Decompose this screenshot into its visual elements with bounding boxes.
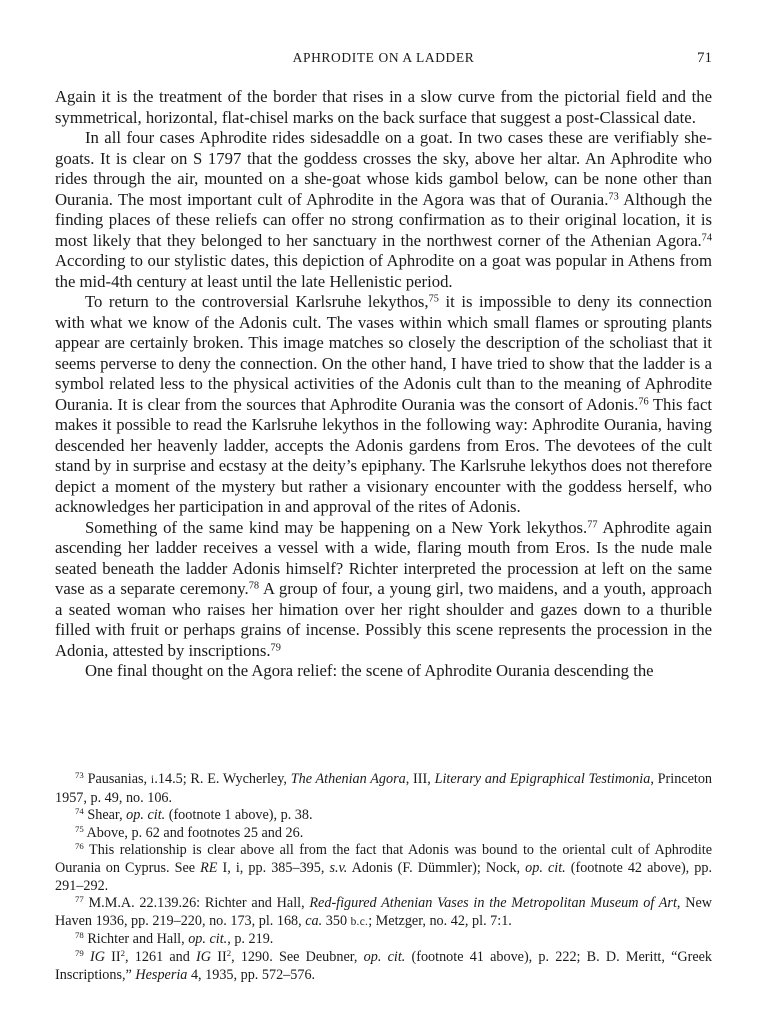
- footnote-77: [55, 895, 712, 931]
- paragraph-5: [55, 661, 712, 682]
- footnote-ref-78[interactable]: 78: [248, 580, 260, 592]
- paragraph-4: [55, 518, 712, 662]
- footnotes: [55, 771, 712, 984]
- footnote-text: , Princeton 1957, p. 49, no. 106.: [55, 771, 713, 806]
- superscript: 2: [226, 948, 232, 959]
- footnote-title: op. cit.: [363, 948, 406, 965]
- footnote-78: [55, 931, 712, 949]
- footnote-number: 76: [75, 841, 84, 852]
- footnote-ref-73[interactable]: 73: [608, 190, 619, 202]
- paragraph-4-text-a: Something of the same kind may be happening on a New York lekythos.: [85, 517, 588, 537]
- footnote-title: Red-figured Athenian Vases in the Metropolitan Museum of Art: [309, 895, 677, 912]
- main-text: [55, 87, 712, 682]
- paragraph-2: [55, 128, 712, 292]
- footnote-number: 75: [75, 823, 84, 834]
- footnote-text: (footnote 41 above), p. 222; B. D. Meritt, “Greek Inscriptions,”: [55, 948, 713, 983]
- paragraph-1: [55, 87, 712, 128]
- footnote-ref-77[interactable]: 77: [587, 518, 598, 530]
- footnote-number: 74: [75, 806, 84, 817]
- paragraph-3: [55, 292, 712, 518]
- footnote-title: The Athenian Agora: [290, 771, 406, 787]
- footnote-title: op. cit.: [126, 807, 166, 824]
- footnote-title: s.v.: [329, 859, 348, 876]
- footnote-title: IG: [90, 948, 105, 965]
- footnote-title: IG: [196, 948, 212, 965]
- paragraph-3-text-c: This fact makes it possible to read the Karlsruhe lekythos in the following way: Aphrodite Ourania, having descended her heavenly ladder, accepts the Adonis gardens from Eros. The devotees of the cult stand by in surprise and ecstasy at the deity’s epiphany. The Karlsruhe lekythos does not therefore depict a moment of the mystery but rather a visionary encounter with the goddess herself, who acknowledges her participation in and approval of the rites of Adonis.: [55, 394, 713, 516]
- footnote-number: 73: [75, 770, 84, 781]
- footnote-title: op. cit.: [188, 931, 228, 948]
- paragraph-2-text-c: According to our stylistic dates, this depiction of Aphrodite on a goat was popular in Athens from the mid-4th century at least until the late Hellenistic period.: [55, 251, 712, 291]
- paragraph-3-text-b: it is impossible to deny its connection with what we know of the Adonis cult. The vases within which small flames or sprouting plants appear are certainly broken. This image matches so closely the description of the scholiast that it seems perverse to deny the connection. On the other hand, I have tried to show that the ladder is a symbol related less to the physical activities of the Adonis cult than to the meaning of Aphrodite Ourania. It is clear from the sources that Aphrodite Ourania was the consort of Adonis.: [55, 292, 712, 414]
- footnote-text: Pausanias,: [83, 771, 151, 787]
- paragraph-2-text-a: In all four cases Aphrodite rides sidesaddle on a goat. In two cases these are verifiably she-goats. It is clear on S 1797 that the goddess crosses the sky, above her altar. An Aphrodite who rides through the air, mounted on a she-goat whose kids gambol below, can be none other than Ourania. The most important cult of Aphrodite in the Agora was that of Ourania.: [55, 128, 712, 209]
- footnote-number: 77: [75, 894, 84, 905]
- footnote-79: [55, 949, 712, 984]
- superscript: 2: [120, 948, 126, 959]
- footnote-number: 79: [75, 948, 84, 959]
- footnote-text: , New Haven 1936, pp. 219–220, no. 173, pl. 168,: [55, 895, 713, 929]
- footnote-text: Shear,: [83, 807, 127, 824]
- footnote-ref-76[interactable]: 76: [638, 395, 649, 407]
- footnote-title: ca.: [305, 912, 323, 929]
- footnote-text: Adonis (F. Dümmler); Nock,: [347, 859, 526, 876]
- footnote-text: 350: [322, 912, 351, 929]
- footnote-text: ; Metzger, no. 42, pl. 7:1.: [368, 912, 512, 929]
- footnote-title: RE: [200, 859, 218, 876]
- footnote-text: i: [150, 774, 155, 786]
- footnote-title: Hesperia: [135, 966, 188, 983]
- paragraph-5-text: One final thought on the Agora relief: the scene of Aphrodite Ourania descending the: [85, 661, 654, 680]
- footnote-title: op. cit.: [525, 859, 566, 876]
- paragraph-1-text: Again it is the treatment of the border that rises in a slow curve from the pictorial field and the symmetrical, horizontal, flat-chisel marks on the back surface that suggest a post-Classical date.: [55, 87, 712, 127]
- paragraph-2-text-b: Although the finding places of these reliefs can offer no strong confirmation as to their original location, it is most likely that they belonged to her sanctuary in the northwest corner of the Athenian Agora.: [55, 189, 712, 250]
- footnote-text: , 1290. See Deubner,: [231, 948, 364, 965]
- footnote-74: [55, 807, 712, 825]
- footnote-text: .14.5; R. E. Wycherley,: [154, 771, 291, 787]
- page-number: 71: [697, 50, 712, 66]
- footnote-text: b.c.: [350, 915, 369, 928]
- footnote-text: I, i, pp. 385–395,: [217, 859, 330, 876]
- footnote-text: Above, p. 62 and footnotes 25 and 26.: [83, 824, 304, 841]
- footnote-text: (footnote 42 above), pp. 291–292.: [55, 859, 713, 894]
- footnote-text: M.M.A. 22.139.26: Richter and Hall,: [83, 895, 310, 912]
- paragraph-4-text-b: Aphrodite again ascending her ladder receives a vessel with a wide, flaring mouth from Eros. Is the nude male seated beneath the ladder Adonis himself? Richter interpreted the procession at left on the same vase as a separate ceremony.: [55, 517, 712, 598]
- page-header: [55, 50, 712, 70]
- paragraph-3-text-a: To return to the controversial Karlsruhe lekythos,: [85, 292, 429, 311]
- footnote-text: II: [104, 948, 121, 965]
- paragraph-4-text-c: A group of four, a young girl, two maidens, and a youth, approach a seated woman who raises her himation over her right shoulder and gazes down to a thurible filled with fruit or perhaps grains of incense. Possibly this scene represents the procession in the Adonia, attested by inscriptions.: [55, 579, 712, 660]
- footnote-text: , 1261 and: [125, 948, 197, 965]
- footnote-text: (footnote 1 above), p. 38.: [165, 807, 313, 824]
- footnote-number: 78: [75, 930, 84, 941]
- footnote-text: II: [211, 948, 227, 965]
- footnote-ref-74[interactable]: 74: [701, 231, 712, 243]
- footnote-73: [55, 771, 712, 807]
- footnote-76: [55, 842, 712, 895]
- footnote-text: 4, 1935, pp. 572–576.: [187, 966, 316, 983]
- footnote-ref-79[interactable]: 79: [270, 641, 281, 653]
- footnote-text: , III,: [405, 771, 435, 787]
- footnote-text: Richter and Hall,: [83, 931, 189, 948]
- footnote-text: This relationship is clear above all from the fact that Adonis was bound to the oriental cult of Aphrodite Ourania on Cyprus. See: [55, 842, 712, 876]
- footnote-text: , p. 219.: [227, 931, 274, 948]
- footnote-ref-75[interactable]: 75: [428, 293, 439, 305]
- running-title: APHRODITE ON A LADDER: [292, 50, 475, 65]
- footnote-75: [55, 825, 712, 843]
- footnote-title: Literary and Epigraphical Testimonia: [434, 771, 651, 787]
